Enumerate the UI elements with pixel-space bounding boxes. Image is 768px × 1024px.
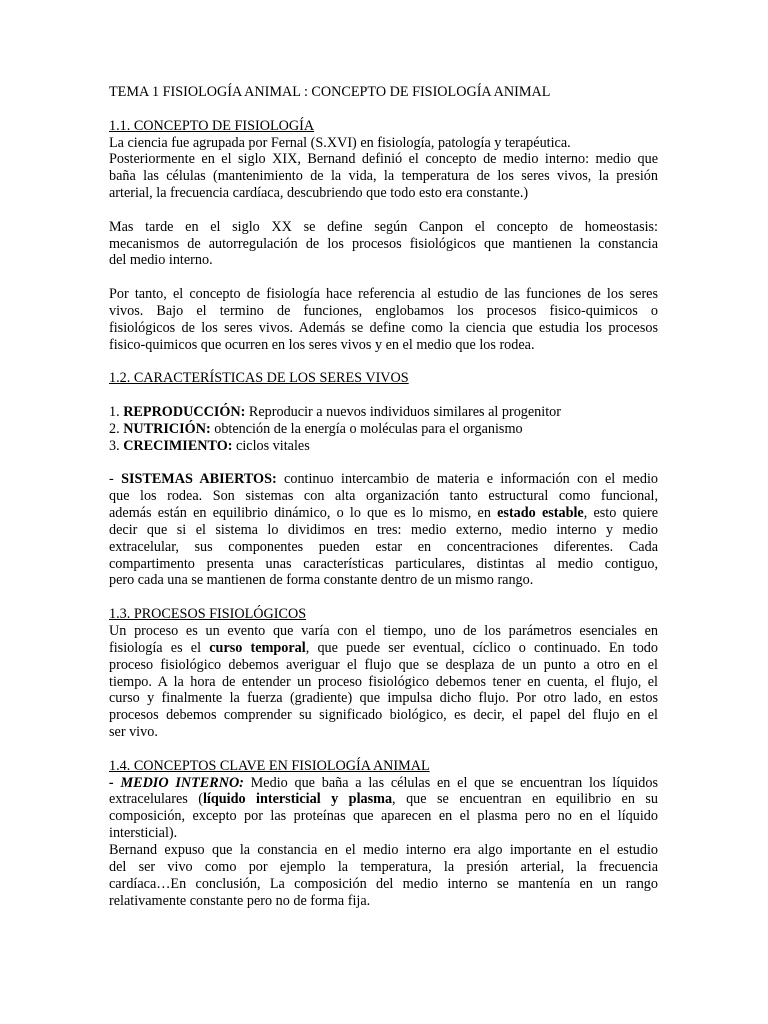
section-conceptos-clave	[109, 758, 658, 910]
section-caracteristicas	[109, 370, 658, 589]
paragraph-line: pero cada una se mantienen de forma constante dentro de un mismo rango.	[109, 572, 534, 589]
paragraph-line: compartimento presenta unas características particulares, distintas al medio contiguo,	[109, 555, 658, 572]
paragraph-line: del ser vivo como por ejemplo la temperatura, la presión arterial, la frecuencia	[109, 858, 658, 875]
paragraph-line: baña las células (mantenimiento de la vida, la temperatura de los seres vivos, la presión	[109, 168, 658, 185]
paragraph-line: Posteriormente en el siglo XIX, Bernand definió el concepto de medio interno: medio que	[109, 151, 658, 168]
paragraph-line: tiempo. A la hora de entender un proceso fisiológico debemos tener en cuenta, el flujo, el	[109, 673, 658, 690]
paragraph-line: relativamente constante pero no de forma fija.	[109, 892, 371, 909]
paragraph-line: fisico-quimicos que ocurren en los seres vivos y en el medio que los rodea.	[109, 336, 535, 353]
paragraph-line: mecanismos de autorregulación de los procesos fisiológicos que mantienen la constancia	[109, 235, 658, 252]
list-item: 2. NUTRICIÓN: obtención de la energía o moléculas para el organismo	[109, 420, 523, 437]
paragraph-line: decir que si el sistema lo dividimos en tres: medio externo, medio interno y medio	[109, 521, 658, 538]
list-item: 3. CRECIMIENTO: ciclos vitales	[109, 437, 310, 454]
section-heading: 1.3. PROCESOS FISIOLÓGICOS	[109, 606, 307, 623]
paragraph-line: vivos. Bajo el termino de funciones, englobamos los procesos fisico-quimicos o	[109, 302, 658, 319]
paragraph-line: fisiológicos de los seres vivos. Además se define como la ciencia que estudia los procesos	[109, 319, 658, 336]
paragraph-line: proceso fisiológico debemos averiguar el flujo que se desplaza de un punto a otro en el	[109, 656, 658, 673]
paragraph-line: extracelulares (líquido intersticial y plasma, que se encuentran en equilibrio en su	[109, 791, 658, 808]
section-heading: 1.1. CONCEPTO DE FISIOLOGÍA	[109, 117, 315, 134]
paragraph-line: Bernand expuso que la constancia en el medio interno era algo importante en el estudio	[109, 841, 658, 858]
paragraph-line: La ciencia fue agrupada por Fernal (S.XVI) en fisiología, patología y terapéutica.	[109, 134, 571, 151]
section-heading: 1.2. CARACTERÍSTICAS DE LOS SERES VIVOS	[109, 370, 409, 387]
section-procesos	[109, 606, 658, 741]
paragraph-line: curso y finalmente la fuerza (gradiente) que impulsa dicho flujo. Por otro lado, en estos	[109, 690, 658, 707]
paragraph-line: intersticial).	[109, 825, 178, 842]
paragraph-line: ser vivo.	[109, 724, 158, 741]
section-heading: 1.4. CONCEPTOS CLAVE EN FISIOLOGÍA ANIMAL	[109, 757, 430, 774]
paragraph-line: - SISTEMAS ABIERTOS: continuo intercambio de materia e información con el medio	[109, 471, 658, 488]
paragraph-line: Mas tarde en el siglo XX se define según Canpon el concepto de homeostasis:	[109, 218, 658, 235]
paragraph-line: del medio interno.	[109, 252, 213, 269]
paragraph-line: procesos debemos comprender su significado biológico, es decir, el papel del flujo en el	[109, 707, 658, 724]
paragraph-line: además están en equilibrio dinámico, o lo que es lo mismo, en estado estable, esto quiere	[109, 505, 658, 522]
document-title: TEMA 1 FISIOLOGÍA ANIMAL : CONCEPTO DE FISIOLOGÍA ANIMAL	[109, 84, 551, 100]
list-item: 1. REPRODUCCIÓN: Reproducir a nuevos individuos similares al progenitor	[109, 404, 561, 421]
paragraph-line: - MEDIO INTERNO: Medio que baña a las células en el que se encuentran los líquidos	[109, 774, 659, 791]
paragraph-line: extracelular, sus componentes pueden estar en concentraciones diferentes. Cada	[109, 538, 658, 555]
section-concepto-fisiologia	[109, 118, 658, 354]
paragraph-line: cardíaca…En conclusión, La composición del medio interno se mantenía en un rango	[109, 875, 658, 892]
paragraph-line: Por tanto, el concepto de fisiología hace referencia al estudio de las funciones de los seres	[109, 286, 658, 303]
paragraph-line: fisiología es el curso temporal, que puede ser eventual, cíclico o continuado. En todo	[109, 639, 658, 656]
paragraph-line: Un proceso es un evento que varía con el tiempo, uno de los parámetros esenciales en	[109, 623, 658, 639]
paragraph-line: arterial, la frecuencia cardíaca, descubriendo que todo esto era constante.)	[109, 185, 529, 202]
paragraph-line: que los rodea. Son sistemas con alta organización tanto estructural como funcional,	[109, 488, 658, 505]
paragraph-line: composición, excepto por las proteínas que aparecen en el plasma pero no en el líquido	[109, 808, 658, 825]
